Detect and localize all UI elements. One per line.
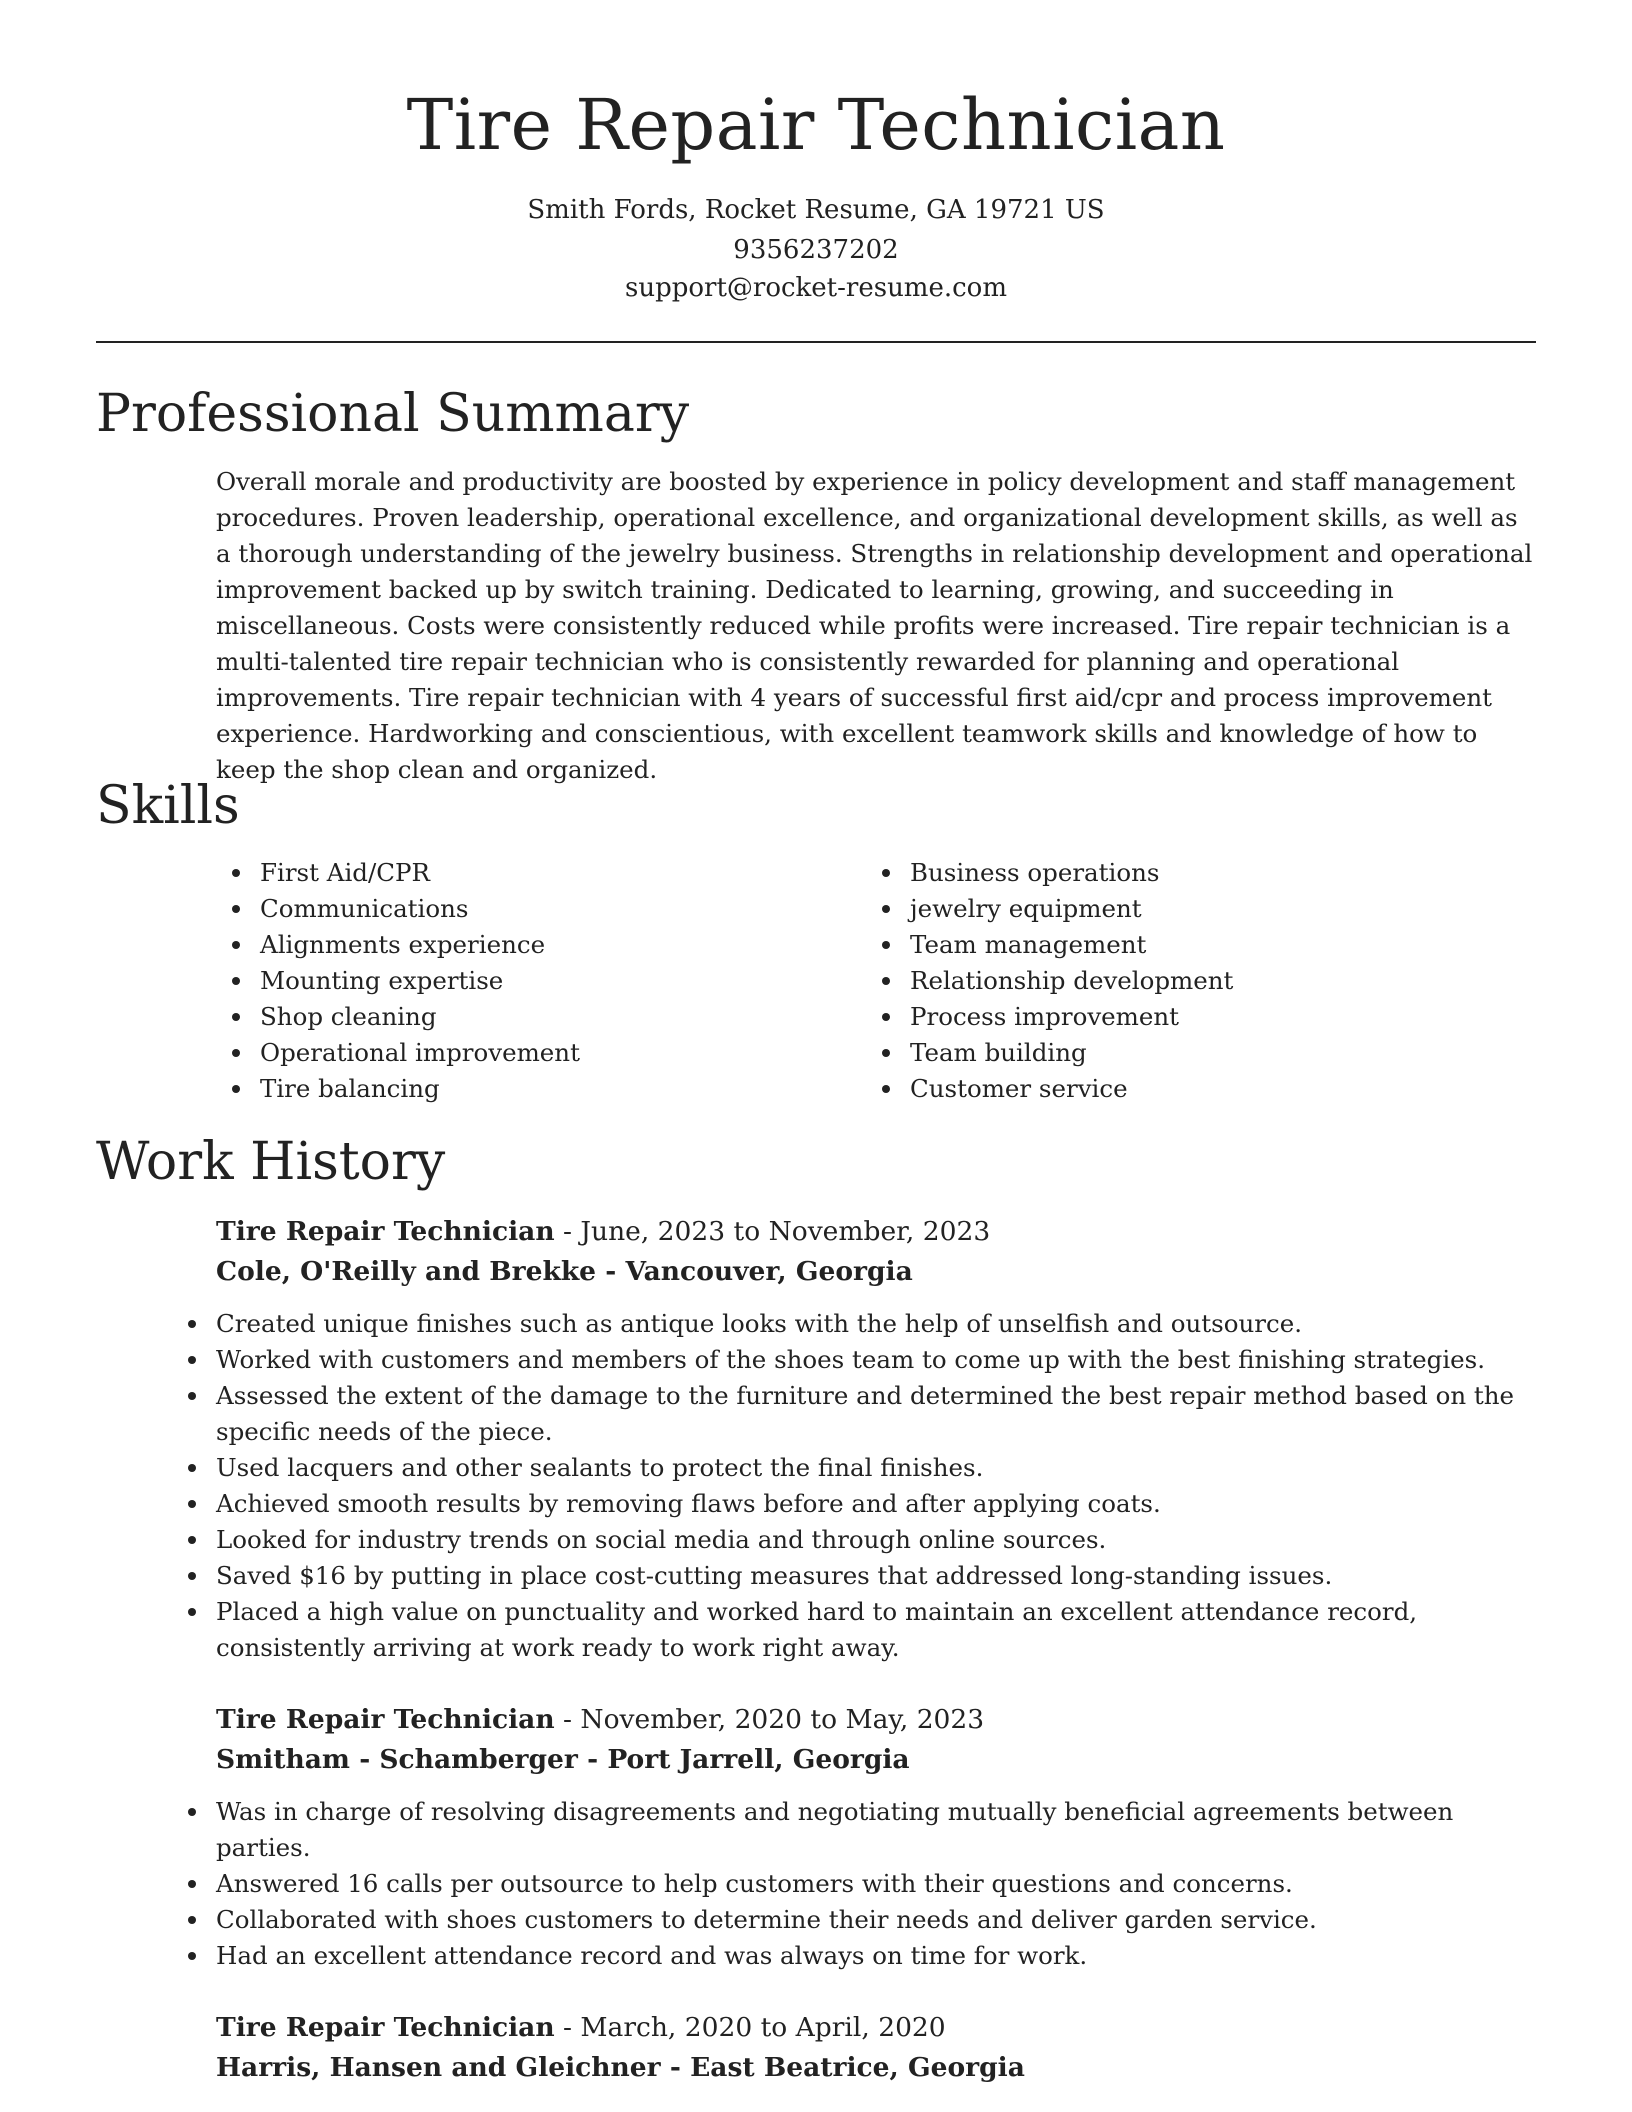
job-title-line — [216, 1212, 1534, 1252]
job-bullet: Assessed the extent of the damage to the furniture and determined the best repair method based on the specific needs of the piece. — [172, 1378, 1534, 1450]
job-bullet: Collaborated with shoes customers to determine their needs and deliver garden service. — [172, 1902, 1534, 1938]
job-entry — [216, 1700, 1534, 1974]
job-bullets — [172, 1794, 1534, 1974]
skill-item: Communications — [216, 891, 856, 927]
job-company: Harris, Hansen and Gleichner - East Beatrice, Georgia — [216, 2052, 1025, 2083]
job-bullet: Looked for industry trends on social media and through online sources. — [172, 1522, 1534, 1558]
job-dates: - June, 2023 to November, 2023 — [554, 1216, 991, 1247]
job-title-line — [216, 2008, 1534, 2048]
job-entry — [216, 1212, 1534, 1666]
job-bullet: Worked with customers and members of the shoes team to come up with the best finishing strategies. — [172, 1342, 1534, 1378]
summary-heading: Professional Summary — [96, 384, 690, 444]
job-bullet: Had an excellent attendance record and was always on time for work. — [172, 1938, 1534, 1974]
skill-item: Mounting expertise — [216, 963, 856, 999]
skills-list-right — [866, 855, 1526, 1107]
job-bullet: Created unique finishes such as antique looks with the help of unselfish and outsource. — [172, 1306, 1534, 1342]
job-company: Cole, O'Reilly and Brekke - Vancouver, Georgia — [216, 1256, 913, 1287]
job-bullet: Used lacquers and other sealants to protect the final finishes. — [172, 1450, 1534, 1486]
skill-item: Business operations — [866, 855, 1526, 891]
skill-item: jewelry equipment — [866, 891, 1526, 927]
skill-item: Process improvement — [866, 999, 1526, 1035]
job-bullet: Answered 16 calls per outsource to help customers with their questions and concerns. — [172, 1866, 1534, 1902]
job-bullet: Achieved smooth results by removing flaws before and after applying coats. — [172, 1486, 1534, 1522]
job-bullet: Was in charge of resolving disagreements and negotiating mutually beneficial agreements between parties. — [172, 1794, 1534, 1866]
skills-heading: Skills — [96, 776, 240, 836]
job-bullets — [172, 1306, 1534, 1666]
job-title-line — [216, 1700, 1534, 1740]
job-dates: - March, 2020 to April, 2020 — [554, 2012, 946, 2043]
header-divider — [96, 341, 1536, 343]
job-company: Smitham - Schamberger - Port Jarrell, Georgia — [216, 1744, 910, 1775]
skill-item: Tire balancing — [216, 1071, 856, 1107]
skill-item: Relationship development — [866, 963, 1526, 999]
skill-item: Operational improvement — [216, 1035, 856, 1071]
job-role: Tire Repair Technician — [216, 2012, 555, 2043]
work-history-heading: Work History — [96, 1132, 446, 1192]
job-role: Tire Repair Technician — [216, 1704, 555, 1735]
job-bullet: Placed a high value on punctuality and worked hard to maintain an excellent attendance record, consistently arriving at work ready to work right away. — [172, 1594, 1534, 1666]
contact-phone: 9356237202 — [733, 235, 899, 265]
skill-item: Alignments experience — [216, 927, 856, 963]
skill-item: Team management — [866, 927, 1526, 963]
job-dates: - November, 2020 to May, 2023 — [554, 1704, 985, 1735]
candidate-name: Tire Repair Technician — [406, 84, 1226, 166]
job-role: Tire Repair Technician — [216, 1216, 555, 1247]
skill-item: Shop cleaning — [216, 999, 856, 1035]
job-entry — [216, 2008, 1534, 2088]
summary-text: Overall morale and productivity are boosted by experience in policy development and staff management procedures. Proven leadership, operational excellence, and organizational development skills, as well as a thorough understanding of the jewelry business. Strengths in relationship development and operational improvement backed up by switch training. Dedicated to learning, growing, and succeeding in miscellaneous. Costs were consistently reduced while profits were increased. Tire repair technician is a multi-talented tire repair technician who is consistently rewarded for planning and operational improvements. Tire repair technician with 4 years of successful first aid/cpr and process improvement experience. Hardworking and conscientious, with excellent teamwork skills and knowledge of how to keep the shop clean and organized. — [216, 467, 1533, 784]
skill-item: First Aid/CPR — [216, 855, 856, 891]
contact-address: Smith Fords, Rocket Resume, GA 19721 US — [527, 195, 1105, 225]
skill-item: Team building — [866, 1035, 1526, 1071]
skills-list-left — [216, 855, 856, 1107]
skill-item: Customer service — [866, 1071, 1526, 1107]
job-bullet: Saved $16 by putting in place cost-cutting measures that addressed long-standing issues. — [172, 1558, 1534, 1594]
contact-email: support@rocket-resume.com — [624, 273, 1007, 303]
